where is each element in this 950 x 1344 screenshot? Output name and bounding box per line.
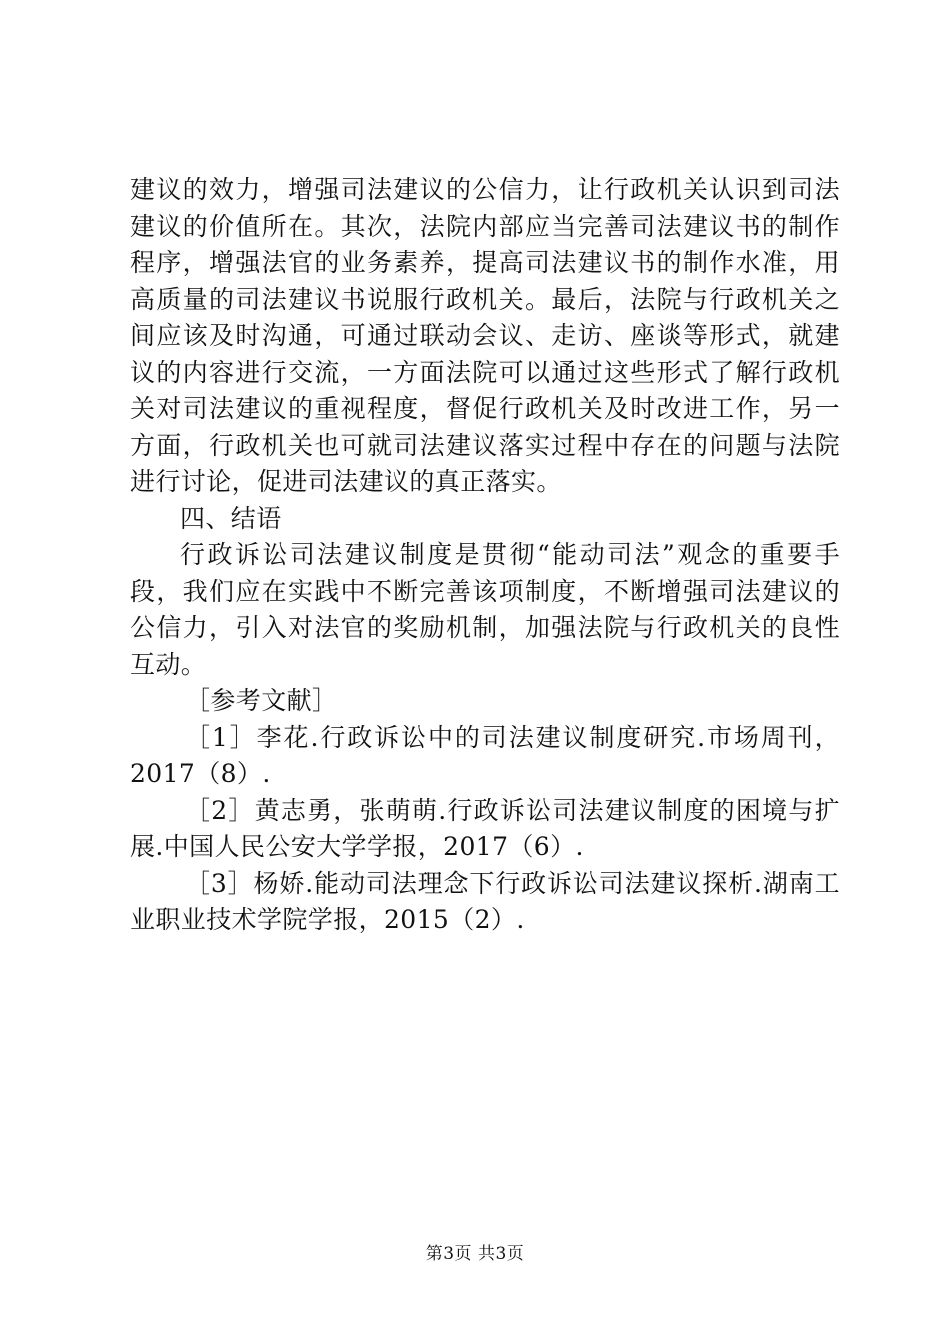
references-heading: ［参考文献］: [185, 686, 338, 715]
document-body: [130, 172, 840, 939]
page-number-label: 第3页 共3页: [425, 1244, 525, 1264]
reference-item-2: ［2］黄志勇，张萌萌.行政诉讼司法建议制度的困境与扩展.中国人民公安大学学报，2017（6）.: [130, 795, 840, 861]
reference-item-3: ［3］杨娇.能动司法理念下行政诉讼司法建议探析.湖南工业职业技术学院学报，2015（2）.: [130, 868, 840, 934]
conclusion-paragraph: 行政诉讼司法建议制度是贯彻“能动司法”观念的重要手段，我们应在实践中不断完善该项制度，不断增强司法建议的公信力，引入对法官的奖励机制，加强法院与行政机关的良性互动。: [130, 540, 840, 679]
page-footer: [0, 1243, 950, 1265]
section-heading: 四、结语: [180, 503, 282, 533]
reference-item-1: ［1］李花.行政诉讼中的司法建议制度研究.市场周刊，2017（8）.: [130, 722, 840, 788]
body-paragraph-continued: 建议的效力，增强司法建议的公信力，让行政机关认识到司法建议的价值所在。其次，法院内部应当完善司法建议书的制作程序，增强法官的业务素养，提高司法建议书的制作水准，用高质量的司法建议书说服行政机关。最后，法院与行政机关之间应该及时沟通，可通过联动会议、走访、座谈等形式，就建议的内容进行交流，一方面法院可以通过这些形式了解行政机关对司法建议的重视程度，督促行政机关及时改进工作，另一方面，行政机关也可就司法建议落实过程中存在的问题与法院进行讨论，促进司法建议的真正落实。: [130, 175, 840, 496]
